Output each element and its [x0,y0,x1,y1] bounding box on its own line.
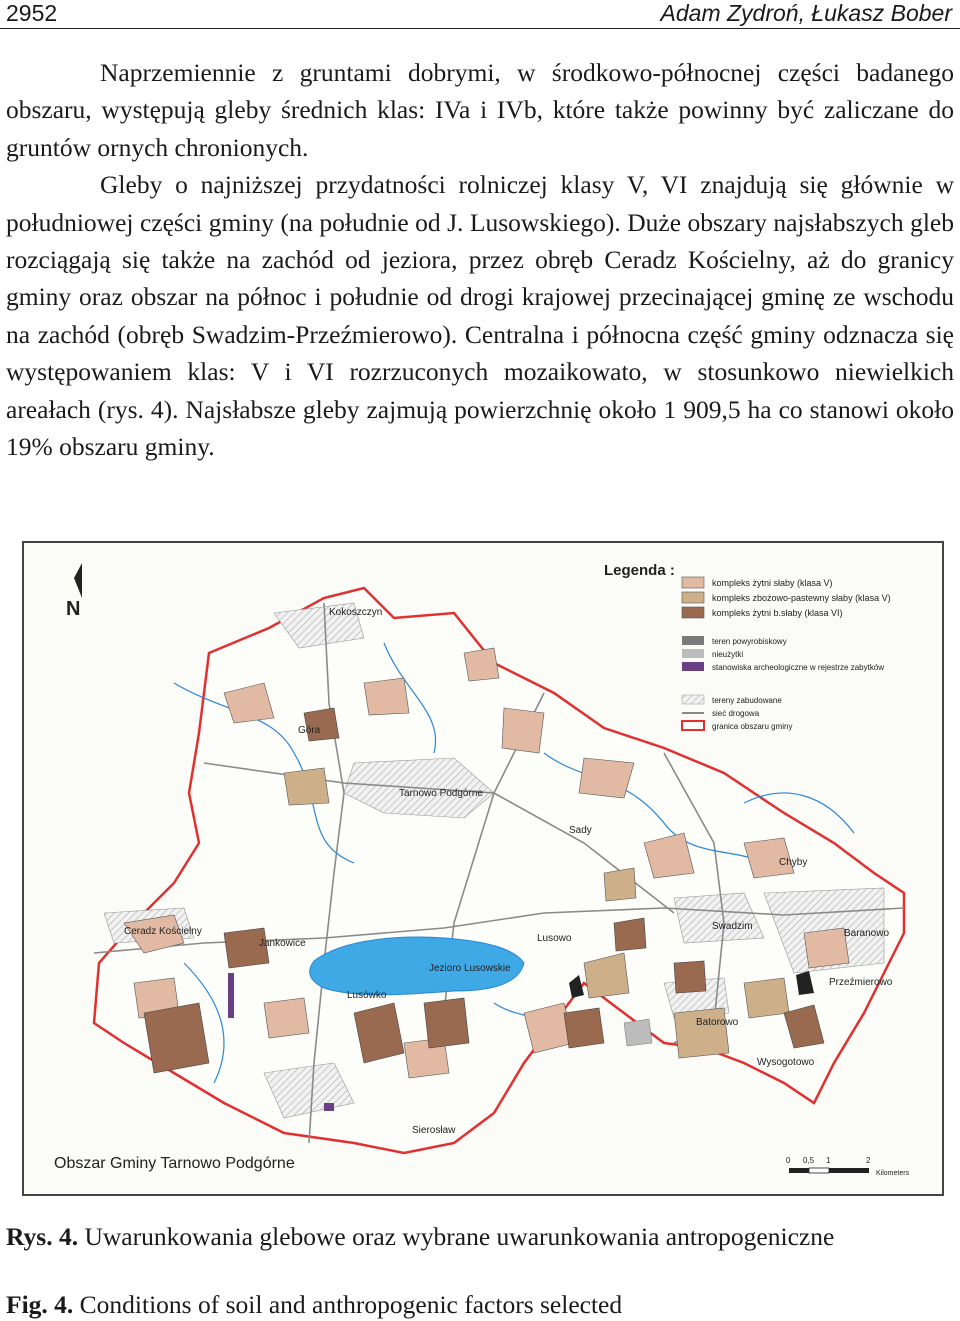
scale-tick-1: 1 [826,1156,831,1165]
page-number: 2952 [6,0,58,26]
figure-caption-polish [6,1220,954,1253]
caption-text-fig: Conditions of soil and anthropogenic factors selected [79,1290,623,1319]
legend-label-class-v: kompleks żytni słaby (klasa V) [712,578,833,588]
patch-z-1 [674,1008,729,1058]
patch-z-3 [744,978,789,1018]
label-baranowo: Baranowo [844,928,890,939]
running-head-authors: Adam Zydroń, Łukasz Bober [660,0,952,26]
caption-label-fig: Fig. 4. [6,1290,74,1319]
scale-seg-1 [789,1168,809,1173]
figure-caption-english [6,1288,954,1321]
patch-v-3 [364,678,409,715]
paragraph-2: Gleby o najniższej przydatności rolniczej klasy V, VI znajdują się głównie w południowej części gminy (na południe od J. Lusowskiego). Duże obszary najsłabszych gleb rozciągają się także na zachód od jeziora, przez obręb Ceradz Kościelny, aż do granicy gminy oraz obszar na północ i południe od drogi krajowej przecinającej gminę ze wschodu na zachód (obręb Swadzim-Przeźmierowo). Centralna i północna część gminy odznacza się występowaniem klas: V i VI rozrzuconych mozaikowato, w stosunkowo niewielkich areałach (rys. 4). Najsłabsze gleby zajmują powierzchnię około 1 909,5 ha co stanowi około 19% obszaru gminy. [6,170,954,462]
legend-swatch-class-v [682,577,704,588]
patch-v-13 [464,648,499,681]
legend-label-built-up: tereny zabudowane [712,696,782,705]
label-jankowice: Jankowice [259,938,306,949]
legend-label-boundary: granica obszaru gminy [712,722,793,731]
soil-map [24,543,942,1194]
label-tarnowo: Tarnowo Podgórne [399,788,483,799]
north-arrow [66,563,82,620]
legend-swatch-class-vi [682,607,704,618]
legend-label-roads: sieć drogowa [712,709,760,718]
archaeological-site-2 [324,1103,334,1111]
label-gora: Góra [298,725,321,736]
wasteland-1 [624,1019,652,1046]
legend-swatch-boundary [682,721,704,730]
patch-z-4 [284,768,329,805]
caption-label-rys: Rys. 4. [6,1222,79,1251]
patch-vi-1 [144,1003,209,1073]
label-przezmierowo: Przeźmierowo [829,977,893,988]
label-chyby: Chyby [779,857,808,868]
legend-label-archaeology: stanowiska archeologiczne w rejestrze zabytków [712,663,885,672]
patch-vi-5 [564,1008,604,1048]
patch-vi-9 [614,918,646,951]
label-lusowo: Lusowo [537,933,572,944]
map-title: Obszar Gminy Tarnowo Podgórne [54,1155,295,1172]
north-arrow-icon [74,563,82,598]
label-kokoszczyn: Kokoszczyn [329,607,383,618]
scale-tick-0: 0 [786,1156,791,1165]
caption-text-rys: Uwarunkowania glebowe oraz wybrane uwarunkowania antropogeniczne [84,1222,835,1251]
label-wysogotowo: Wysogotowo [757,1057,815,1068]
legend-swatch-post-mining [682,636,704,645]
patch-v-4 [502,708,544,753]
label-jezioro: Jezioro Lusowskie [429,963,511,974]
archaeological-site-1 [228,973,234,1018]
patch-v-5 [579,758,634,798]
soil-map-figure [22,541,944,1196]
legend-label-class-vi: kompleks żytni b.słaby (klasa VI) [712,608,843,618]
scale-tick-05: 0,5 [803,1156,815,1165]
scale-bar [786,1156,910,1177]
body-text [6,54,954,465]
patch-v-12 [804,928,849,968]
patch-z-5 [604,868,636,901]
label-swadzim: Swadzim [712,921,753,932]
scale-seg-3 [829,1168,869,1173]
north-label: N [66,598,81,620]
legend-swatch-archaeology [682,662,704,671]
map-legend [604,562,891,731]
legend-swatch-class-v-cereal [682,592,704,603]
patch-vi-3 [424,998,469,1048]
label-sady: Sady [569,825,592,836]
label-lusowko: Lusówko [347,990,387,1001]
label-sieroslaw: Sierosław [412,1125,456,1136]
legend-label-post-mining: teren powyrobiskowy [712,637,787,646]
scale-unit: Kilometers [876,1170,910,1177]
paragraph-1: Naprzemiennie z gruntami dobrymi, w środkowo-północnej części badanego obszaru, występują gleby średnich klas: IVa i IVb, które także powinny być zaliczane do gruntów ornych chronionych. [6,58,954,162]
page-header [0,0,960,29]
legend-label-wasteland: nieużytki [712,650,744,659]
patch-vi-8 [674,961,706,993]
patch-v-10 [264,998,309,1038]
scale-tick-2: 2 [866,1156,871,1165]
scale-seg-2 [809,1168,829,1173]
legend-swatch-wasteland [682,649,704,658]
label-batorowo: Batorowo [696,1017,739,1028]
legend-swatch-built-up [682,695,704,704]
legend-label-class-v-cereal: kompleks zbożowo-pastewny słaby (klasa V) [712,593,891,603]
label-ceradz: Ceradz Kościelny [124,926,202,937]
legend-title: Legenda : [604,562,675,579]
